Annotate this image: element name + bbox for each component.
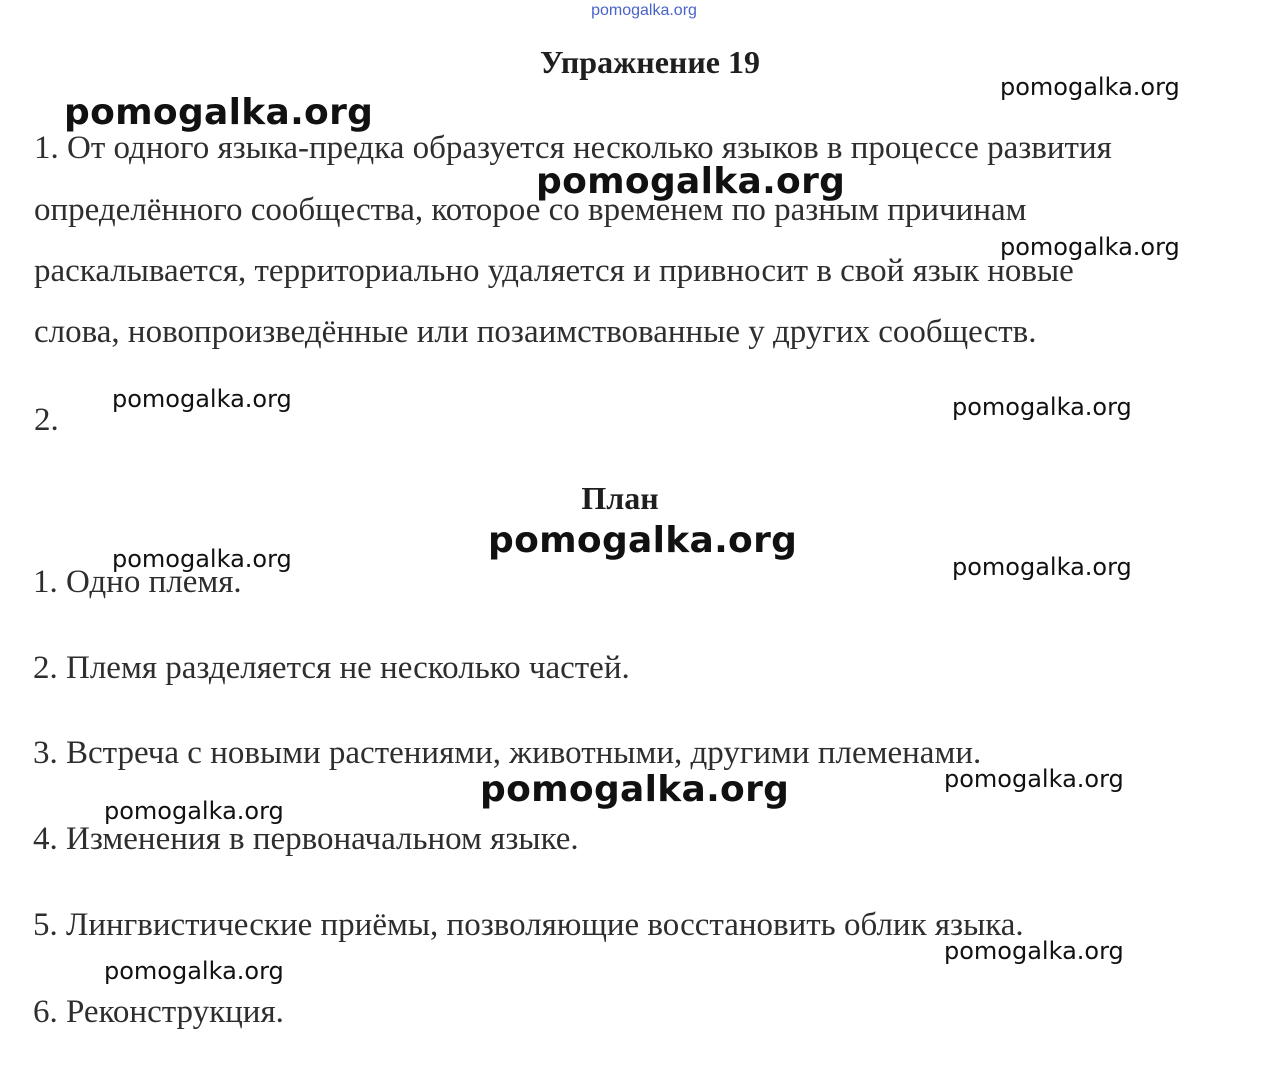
plan-item: 3. Встреча с новыми растениями, животными, другими племенами. bbox=[33, 735, 982, 771]
paragraph-line-4: слова, новопроизведённые или позаимствованные у других сообществ. bbox=[34, 314, 1037, 350]
watermark: pomogalka.org bbox=[488, 520, 798, 561]
watermark: pomogalka.org bbox=[112, 545, 292, 573]
watermark: pomogalka.org bbox=[944, 937, 1124, 965]
paragraph-line-1: 1. От одного языка-предка образуется несколько языков в процессе развития bbox=[34, 130, 1112, 166]
plan-item: 5. Лингвистические приёмы, позволяющие восстановить облик языка. bbox=[33, 907, 1024, 943]
watermark: pomogalka.org bbox=[480, 769, 790, 810]
plan-title: План bbox=[581, 480, 659, 516]
watermark: pomogalka.org bbox=[944, 765, 1124, 793]
watermark: pomogalka.org bbox=[1000, 233, 1180, 261]
plan-item: 2. Племя разделяется не несколько частей. bbox=[33, 650, 630, 686]
watermark: pomogalka.org bbox=[104, 957, 284, 985]
paragraph-line-2: определённого сообщества, которое со временем по разным причинам bbox=[34, 192, 1027, 228]
watermark: pomogalka.org bbox=[112, 385, 292, 413]
item-2-number: 2. bbox=[34, 402, 59, 438]
watermark: pomogalka.org bbox=[104, 797, 284, 825]
watermark: pomogalka.org bbox=[64, 92, 374, 133]
top-watermark: pomogalka.org bbox=[591, 2, 697, 19]
plan-item: 4. Изменения в первоначальном языке. bbox=[33, 821, 579, 857]
plan-item: 1. Одно племя. bbox=[33, 564, 242, 600]
plan-item: 6. Реконструкция. bbox=[33, 994, 284, 1030]
watermark: pomogalka.org bbox=[952, 393, 1132, 421]
watermark: pomogalka.org bbox=[536, 161, 846, 202]
exercise-title: Упражнение 19 bbox=[539, 44, 760, 80]
watermark: pomogalka.org bbox=[1000, 73, 1180, 101]
paragraph-line-3: раскалывается, территориально удаляется и привносит в свой язык новые bbox=[34, 253, 1074, 289]
watermark: pomogalka.org bbox=[952, 553, 1132, 581]
